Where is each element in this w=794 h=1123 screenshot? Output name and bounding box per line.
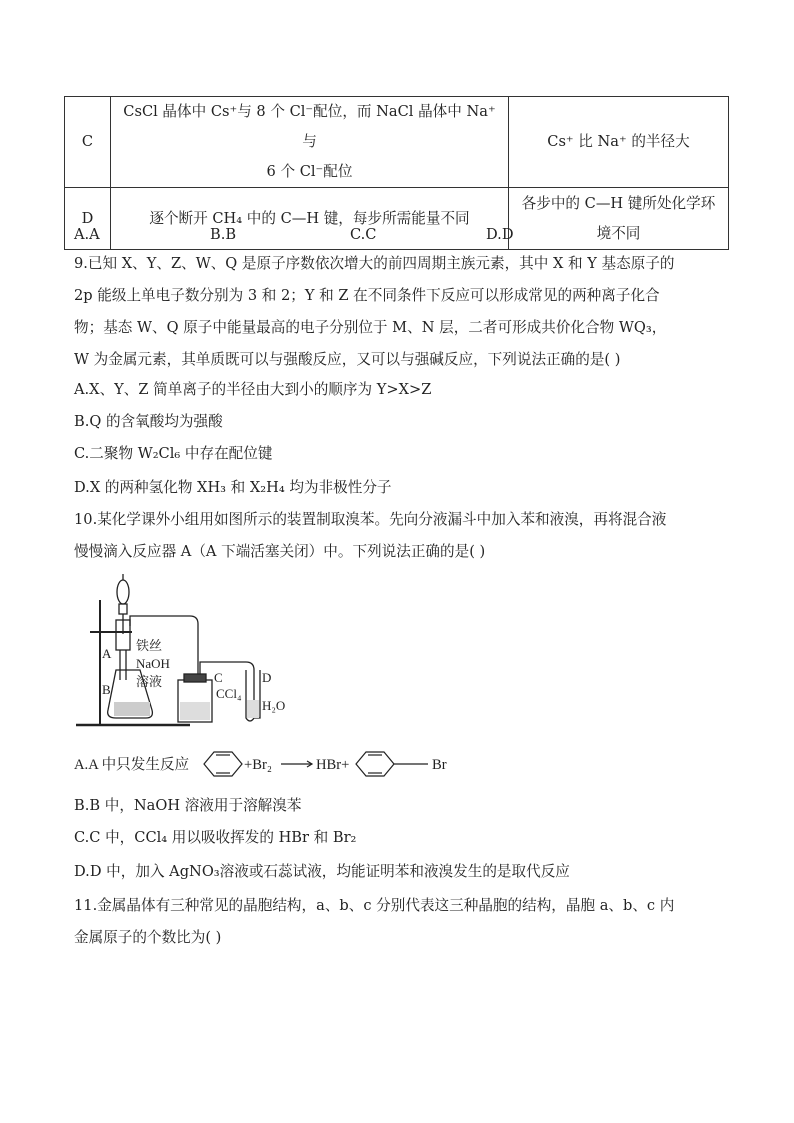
table-row <box>65 188 729 250</box>
statement-line: 逐个断开 CH₄ 中的 C—H 键，每步所需能量不同 <box>149 209 470 227</box>
label-solution: 溶液 <box>136 674 163 689</box>
reaction-equation <box>74 748 494 780</box>
option-a-prefix: A.A 中只发生反应 <box>74 757 190 773</box>
naoh-solution <box>114 702 150 716</box>
statement-line: 6 个 Cl⁻配位 <box>266 163 353 180</box>
stopper-c <box>184 674 206 682</box>
water <box>247 700 259 718</box>
row-statement <box>111 188 509 250</box>
row-label: C <box>65 97 111 188</box>
q10-option-b[interactable]: B.B 中，NaOH 溶液用于溶解溴苯 <box>74 797 302 814</box>
q9-option-b[interactable]: B.Q 的含氧酸均为强酸 <box>74 413 223 430</box>
q10-option-c[interactable]: C.C 中，CCl₄ 用以吸收挥发的 HBr 和 Br₂ <box>74 829 357 846</box>
answer-table <box>64 96 729 250</box>
row-label: D <box>65 188 111 250</box>
q9-option-d[interactable]: D.X 的两种氢化物 XH₃ 和 X₂H₄ 均为非极性分子 <box>74 479 392 496</box>
option-a[interactable]: A.A <box>74 226 100 243</box>
ccl4-liquid <box>180 702 210 720</box>
q10-stem-line: 10.某化学课外小组用如图所示的装置制取溴苯。先向分液漏斗中加入苯和液溴，再将混合液 <box>74 511 667 528</box>
option-d[interactable]: D.D <box>486 226 514 243</box>
label-h2o: H₂O <box>262 698 286 713</box>
label-c: C <box>214 670 223 685</box>
label-d: D <box>262 670 272 685</box>
q10-option-d[interactable]: D.D 中，加入 AgNO₃溶液或石蕊试液，均能证明苯和液溴发生的是取代反应 <box>74 863 570 880</box>
explanation-line: 各步中的 C—H 键所处化学环 <box>521 194 716 212</box>
label-naoh: NaOH <box>136 656 170 671</box>
option-c[interactable]: C.C <box>350 226 377 243</box>
label-iron: 铁丝 <box>136 638 163 653</box>
q9-stem-line: 物；基态 W、Q 原子中能量最高的电子分别位于 M、N 层，二者可形成共价化合物 WQ₃， <box>74 319 667 336</box>
q9-option-a[interactable]: A.X、Y、Z 简单离子的半径由大到小的顺序为 Y>X>Z <box>74 381 432 398</box>
statement-line: CsCl 晶体中 Cs⁺与 8 个 Cl⁻配位，而 NaCl 晶体中 Na⁺与 <box>123 103 496 150</box>
table-row <box>65 97 729 188</box>
q9-option-c[interactable]: C.二聚物 W₂Cl₆ 中存在配位键 <box>74 445 273 462</box>
q10-option-a[interactable] <box>74 748 494 780</box>
q9-stem-line: 2p 能级上单电子数分别为 3 和 2；Y 和 Z 在不同条件下反应可以形成常见的两种离子化合 <box>74 287 660 304</box>
apparatus-diagram <box>70 570 310 734</box>
option-a-br2: +Br₂ <box>244 757 272 773</box>
explanation-line: 境不同 <box>596 224 641 242</box>
option-a-br: Br <box>432 757 447 773</box>
row-explanation <box>509 97 729 188</box>
funnel-stopcock <box>119 604 127 614</box>
option-b[interactable]: B.B <box>210 226 237 243</box>
q9-stem-line: W 为金属元素，其单质既可以与强酸反应，又可以与强碱反应，下列说法正确的是( ) <box>74 351 621 368</box>
explanation-line: Cs⁺ 比 Na⁺ 的半径大 <box>547 133 690 150</box>
q10-stem-line: 慢慢滴入反应器 A（A 下端活塞关闭）中。下列说法正确的是( ) <box>74 543 486 560</box>
row-statement <box>111 97 509 188</box>
q9-stem-line: 9.已知 X、Y、Z、W、Q 是原子序数依次增大的前四周期主族元素，其中 X 和 Y 基态原子的 <box>74 255 675 272</box>
label-a: A <box>102 646 112 661</box>
q11-stem-line: 11.金属晶体有三种常见的晶胞结构，a、b、c 分别代表这三种晶胞的结构，晶胞 a、b、c 内 <box>74 897 675 914</box>
apparatus-svg <box>70 570 310 730</box>
dropping-funnel <box>117 580 129 604</box>
option-a-hbr: HBr+ <box>316 757 350 773</box>
row-explanation <box>509 188 729 250</box>
q11-stem-line: 金属原子的个数比为( ) <box>74 929 222 946</box>
label-ccl4: CCl₄ <box>216 686 242 701</box>
label-b: B <box>102 682 111 697</box>
